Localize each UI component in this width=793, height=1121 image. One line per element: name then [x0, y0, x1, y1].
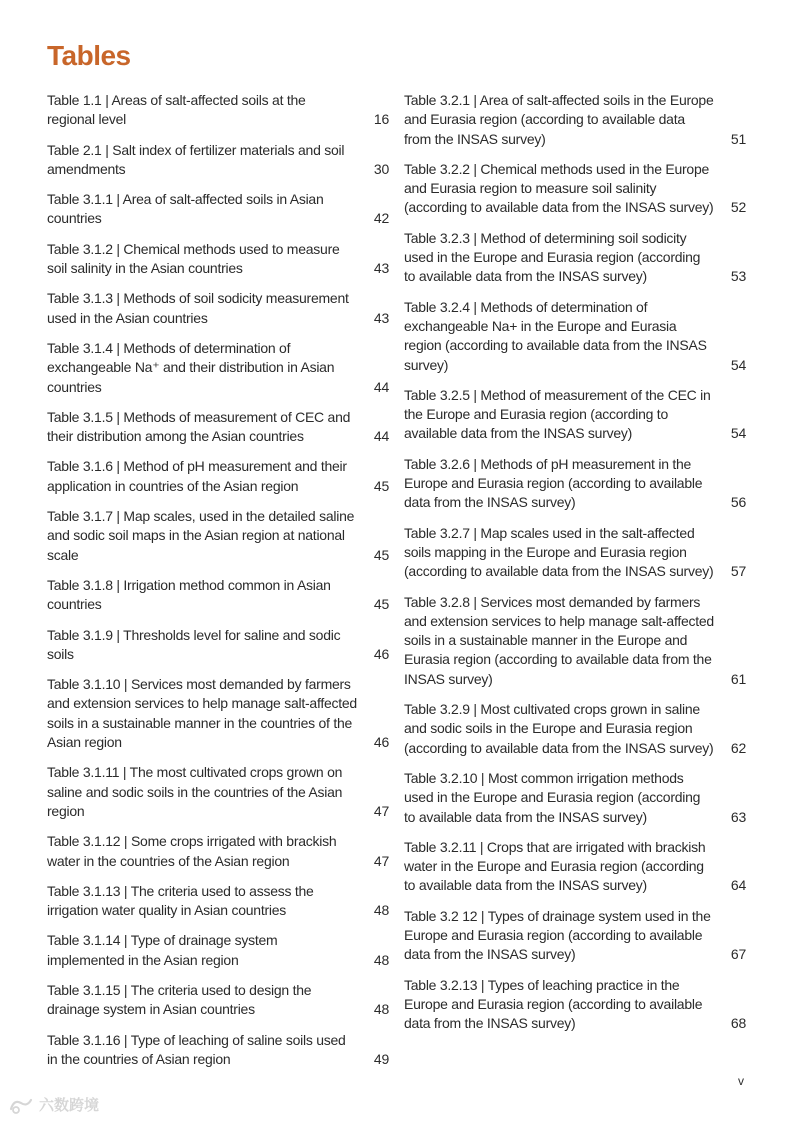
toc-entry[interactable] — [404, 593, 746, 689]
page-title: Tables — [47, 40, 131, 71]
toc-entry[interactable] — [404, 907, 746, 965]
toc-entry-label: Table 3.2.6 | Methods of pH measurement in the Europe and Eurasia region (according to available data from the INSAS survey) — [404, 455, 703, 511]
toc-entry[interactable] — [404, 229, 746, 287]
toc-entry-label: Table 3.2.13 | Types of leaching practice in the Europe and Eurasia region (according to available data from the INSAS survey) — [404, 976, 703, 1032]
toc-entry[interactable] — [47, 91, 389, 130]
toc-entry[interactable] — [47, 576, 389, 615]
toc-entry-label: Table 1.1 | Areas of salt-affected soils at the regional level — [47, 92, 306, 128]
toc-entry-page: 48 — [373, 1001, 389, 1018]
toc-entry-page: 46 — [373, 645, 389, 662]
toc-entry[interactable] — [404, 976, 746, 1034]
toc-entry-page: 47 — [373, 852, 389, 869]
toc-entry-label: Table 3.1.15 | The criteria used to design the drainage system in Asian countries — [47, 981, 312, 1018]
toc-entry-page: 61 — [730, 670, 746, 687]
toc-entry-page: 30 — [373, 160, 389, 177]
toc-entry-page: 63 — [730, 808, 746, 825]
toc-entry-label: Table 3.1.12 | Some crops irrigated with brackish water in the countries of the Asian region — [47, 833, 337, 869]
toc-entry-page: 68 — [730, 1015, 746, 1032]
toc-entry-page: 47 — [373, 802, 389, 819]
toc-entry-page: 16 — [373, 111, 389, 128]
toc-entry-page: 48 — [373, 902, 389, 919]
toc-entry-label: Table 3.1.16 | Type of leaching of saline soils used in the countries of Asian region — [47, 1031, 346, 1067]
toc-entry-label: Table 3.2.3 | Method of determining soil sodicity used in the Europe and Eurasia region (according to available data from the INSAS survey) — [404, 229, 701, 285]
toc-entry[interactable] — [47, 408, 389, 447]
toc-entry-page: 62 — [730, 739, 746, 756]
toc-entry[interactable] — [404, 91, 746, 149]
watermark — [8, 1094, 99, 1115]
toc-entry-page: 44 — [373, 428, 389, 445]
toc-entry[interactable] — [47, 457, 389, 496]
toc-entry-page: 46 — [373, 734, 389, 751]
toc-entry-page: 48 — [373, 951, 389, 968]
toc-entry-page: 44 — [373, 378, 389, 395]
toc-entry-page: 45 — [373, 477, 389, 494]
toc-entry-label: Table 3.1.6 | Method of pH measurement and their application in countries of the Asian region — [47, 458, 347, 494]
toc-entry-label: Table 3.1.11 | The most cultivated crops grown on saline and sodic soils in the countries of the Asian region — [47, 764, 343, 819]
toc-entry-label: Table 3.1.7 | Map scales, used in the detailed saline and sodic soil maps in the Asian region at national scale — [47, 508, 355, 563]
toc-left-column — [47, 91, 389, 1080]
toc-entry[interactable] — [47, 763, 389, 821]
toc-entry-page: 54 — [730, 425, 746, 442]
toc-entry-label: Table 3.2.2 | Chemical methods used in the Europe and Eurasia region to measure soil salinity (according to available data from the INSAS survey) — [404, 160, 714, 216]
page-number: v — [738, 1074, 744, 1088]
toc-entry-page: 51 — [730, 130, 746, 147]
toc-entry-label: Table 3.2.8 | Services most demanded by farmers and extension services to help manage salt-affected soils in a sustainable manner in the Europe and Eurasia region (according to available data from the INSAS survey) — [404, 593, 714, 687]
toc-entry-label: Table 3.1.10 | Services most demanded by farmers and extension services to help manage salt-affected soils in a sustainable manner in the countries of the Asian region — [47, 676, 357, 751]
toc-entry-label: Table 3.1.13 | The criteria used to assess the irrigation water quality in Asian countries — [47, 882, 314, 919]
watermark-logo-icon — [8, 1095, 34, 1115]
toc-entry[interactable] — [47, 289, 389, 328]
toc-entry-label: Table 3.1.9 | Thresholds level for saline and sodic soils — [47, 626, 341, 662]
toc-entry-page: 64 — [730, 877, 746, 894]
toc-entry-label: Table 3.2.4 | Methods of determination of exchangeable Na+ in the Europe and Eurasia region (according to available data from the INSAS survey) — [404, 298, 707, 373]
toc-entry-label: Table 2.1 | Salt index of fertilizer materials and soil amendments — [47, 141, 345, 177]
toc-entry[interactable] — [404, 838, 746, 896]
toc-entry[interactable] — [47, 981, 389, 1020]
toc-entry-page: 43 — [373, 260, 389, 277]
toc-entry-page: 45 — [373, 546, 389, 563]
toc-entry-label: Table 3.1.14 | Type of drainage system implemented in the Asian region — [47, 932, 278, 968]
toc-entry[interactable] — [47, 507, 389, 565]
toc-entry[interactable] — [47, 339, 389, 397]
toc-entry[interactable] — [47, 240, 389, 279]
toc-entry-page: 42 — [373, 210, 389, 227]
toc-entry[interactable] — [47, 141, 389, 180]
toc-entry[interactable] — [404, 700, 746, 758]
toc-entry[interactable] — [404, 160, 746, 218]
toc-entry[interactable] — [47, 832, 389, 871]
toc-entry[interactable] — [47, 1031, 389, 1070]
toc-entry-page: 49 — [373, 1050, 389, 1067]
toc-entry-label: Table 3.2 12 | Types of drainage system used in the Europe and Eurasia region (according to available data from the INSAS survey) — [404, 907, 711, 963]
toc-entry-page: 67 — [730, 946, 746, 963]
toc-entry[interactable] — [47, 882, 389, 921]
toc-entry-label: Table 3.1.2 | Chemical methods used to measure soil salinity in the Asian countries — [47, 240, 340, 277]
toc-entry[interactable] — [47, 190, 389, 229]
toc-entry-page: 57 — [730, 563, 746, 580]
toc-entry-page: 56 — [730, 494, 746, 511]
toc-entry[interactable] — [47, 626, 389, 665]
toc-entry[interactable] — [404, 298, 746, 375]
toc-entry-label: Table 3.1.8 | Irrigation method common in Asian countries — [47, 576, 331, 613]
toc-entry-page: 52 — [730, 199, 746, 216]
toc-entry-label: Table 3.2.5 | Method of measurement of the CEC in the Europe and Eurasia region (according to available data from the INSAS survey) — [404, 386, 711, 442]
toc-entry-label: Table 3.2.7 | Map scales used in the salt-affected soils mapping in the Europe and Eurasia region (according to available data from the INSAS survey) — [404, 524, 714, 580]
toc-entry-label: Table 3.2.10 | Most common irrigation methods used in the Europe and Eurasia region (according to available data from the INSAS survey) — [404, 769, 701, 825]
toc-entry-page: 43 — [373, 309, 389, 326]
toc-entry[interactable] — [404, 524, 746, 582]
toc-entry[interactable] — [404, 386, 746, 444]
toc-entry-label: Table 3.1.1 | Area of salt-affected soils in Asian countries — [47, 191, 324, 227]
toc-entry-page: 53 — [730, 268, 746, 285]
toc-entry-label: Table 3.1.5 | Methods of measurement of CEC and their distribution among the Asian countries — [47, 408, 351, 445]
toc-entry-label: Table 3.2.11 | Crops that are irrigated with brackish water in the Europe and Eurasia region (according to available data from the INSAS survey) — [404, 838, 706, 894]
toc-right-column — [404, 91, 746, 1044]
toc-entry[interactable] — [47, 931, 389, 970]
toc-entry-label: Table 3.1.4 | Methods of determination of exchangeable Na⁺ and their distribution in Asian countries — [47, 339, 335, 395]
toc-entry-label: Table 3.2.1 | Area of salt-affected soils in the Europe and Eurasia region (according to available data from the INSAS survey) — [404, 92, 714, 147]
watermark-text: 六数跨境 — [39, 1097, 100, 1114]
toc-entry[interactable] — [47, 675, 389, 752]
toc-entry-page: 54 — [730, 356, 746, 373]
toc-entry-label: Table 3.2.9 | Most cultivated crops grown in saline and sodic soils in the Europe and Eurasia region (according to available data from the INSAS survey) — [404, 701, 714, 756]
toc-entry[interactable] — [404, 769, 746, 827]
toc-entry[interactable] — [404, 455, 746, 513]
toc-entry-page: 45 — [373, 596, 389, 613]
toc-entry-label: Table 3.1.3 | Methods of soil sodicity measurement used in the Asian countries — [47, 290, 349, 326]
